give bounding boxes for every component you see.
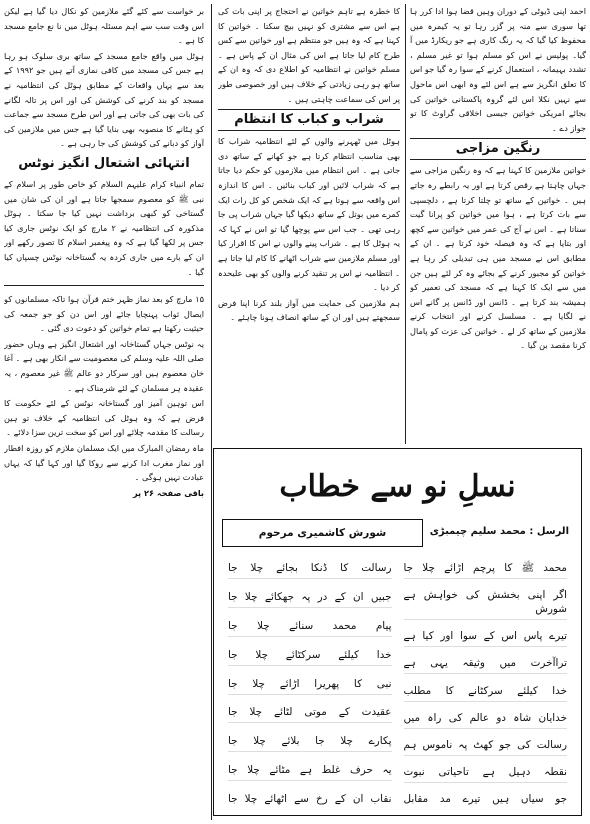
verse-line: جبیں ان کے در پہ جھکائے چلا جا <box>228 590 392 608</box>
article-paragraph: ۱۵ مارچ کو بعد نماز ظہر ختم قرآن ہوا تاکہ مسلمانوں کو ایصال ثواب پہنچایا جائے اور اس دن کو جو جمعہ کی حیثیت رکھتا ہے تمام خواتین کو دعوت دی گئی ۔ <box>4 294 204 334</box>
verse-line: یہ حرف غلط ہے مٹائے چلا جا <box>228 763 392 781</box>
poem-title: نسلِ نو سے خطاب <box>279 469 516 504</box>
poem-byline <box>222 519 573 547</box>
verse-line: پیام محمد سنائے چلا جا <box>228 619 392 637</box>
article-paragraph: یہ نوٹس جہاں گستاخانہ اور اشتعال انگیز ہے وہاں حضور صلی اللہ علیہ وسلم کی معصومیت سے انکار بھی ہے ۔ آغا خان معصوم ہیں اور سرکار دو عالم ﷺ غیر معصوم ، یہ عقیدہ ہر مسلمان کے لئے شرمناک ہے ۔ <box>4 338 204 393</box>
verse-line: نقطہ دہیل ہے تاحیاتی نبوت <box>404 765 568 783</box>
verse-line: نقاب ان کے رخ سے اٹھائے چلا جا <box>228 793 392 805</box>
poem-verses <box>222 561 573 809</box>
verse-line: عقیدت کے موتی لٹائے چلا جا <box>228 705 392 723</box>
verse-column-left <box>222 561 398 809</box>
article-paragraph: تمام انبیاء کرام علیہم السلام کو خاص طور پر اسلام کے نبی ﷺ کو معصوم سمجھا جاتا ہے اور ان کی شان میں گستاخی کو کبھی برداشت نہیں کیا جا سکتا ۔ ہوٹل مذکورہ کی انتظامیہ نے ۲ مارچ کو ایک نوٹس جاری کیا جس پر لکھا گیا ہے کہ وہ پیغمبر اسلام کا تصور رکھے اور ان کے بارے میں جاری کردہ یہ گستاخانہ نوٹس چسپاں کیا گیا ۔ <box>4 178 204 277</box>
article-paragraph: ہوٹل میں ٹھہرنے والوں کے لئے انتظامیہ شراب کا بھی مناسب انتظام کرتا ہے جو کھانے کے ساتھ دی جاتی ہے ۔ اس انتظام میں ملازموں کو حکم دیا جاتا ہے کہ شراب لائیں اور کباب بنائیں ۔ اس کا اندازہ اس واقعہ سے ہوتا ہے کہ ایک شخص کو کل رات ایک کمرے میں بوتل کے ساتھ دیکھا گیا جہاں شراب پی جا رہی تھی ۔ جب اس سے پوچھا گیا تو اس نے کہا کہ یہ ہوٹل کا ہے ۔ شراب پینے والوں نے اس کا اقرار کیا اور مسلم ملازمین سے شراب اٹھانے کا کام لیا جاتا ہے ۔ انتظامیہ نے اس پر تنقید کرنے والوں کو بھی علیحدہ کر دیا ۔ <box>218 136 400 293</box>
section-heading: رنگین مزاجی <box>410 138 586 160</box>
sender-label: الرسل <box>536 526 569 537</box>
column-right <box>410 4 586 444</box>
verse-line: خدا کیلئے سرکٹانے کا مطلب <box>404 684 568 702</box>
verse-column-right <box>398 561 574 809</box>
verse-line: تیرے پاس اس کے سوا اور کیا ہے <box>404 629 568 647</box>
column-middle <box>218 4 400 444</box>
column-divider <box>405 4 406 444</box>
verse-line: خدا کیلئے سرکٹائے چلا جا <box>228 648 392 666</box>
sender-line: الرسل : محمد سلیم چیمبڑی <box>429 526 569 537</box>
poem-box <box>213 448 582 816</box>
article-paragraph: ہم ملازمین کی حمایت میں آواز بلند کرنا اپنا فرض سمجھتے ہیں اور ان کے ساتھ انصاف ہونا چاہئے ۔ <box>218 297 400 323</box>
article-paragraph: اس توہین آمیز اور گستاخانہ نوٹس کے لئے حکومت کا فرض ہے کہ وہ ہوٹل کی انتظامیہ کے خلاف تو ہین رسالت کا مقدمہ چلائے اور اس کو سخت ترین سزا دلائے ۔ <box>4 398 204 438</box>
verse-line: رسالت کا ڈنکا بجائے چلا جا <box>228 561 392 579</box>
verse-line: خدایان شاہ دو عالم کی راہ میں <box>404 711 568 729</box>
verse-line: جو سیاں ہیں تیرے مد مقابل <box>403 793 567 805</box>
continued-note: باقی صفحہ ۲۶ پر <box>132 487 204 498</box>
article-paragraph: کا خطرہ ہے تاہم خواتین نے احتجاج پر اپنی بات کی ہے اس سے مشتری کو نہیں بیچ سکتا ۔ خواتین کا کہنا ہے کہ وہ ہیں جو منتظم ہے اور خواتین سے کس طرح کام لیا جاتا ہے اس کی مثال ان کے پاس ہے ۔ مسلم خواتین نے انتظامیہ کو اطلاع دی کہ وہ ان کے ساتھ ہو رہی زیادتی کے خلاف ہیں اور خصوصی طور پر اس کی سماعت چاہتی ہیں ۔ <box>218 6 400 104</box>
newspaper-page <box>4 4 586 820</box>
verse-line: نبی کا پھریرا اڑائے چلا جا <box>228 677 392 695</box>
verse-line: پکارے چلا جا بلائے چلا جا <box>228 734 392 752</box>
section-heading: شراب و کباب کا انتظام <box>218 109 400 131</box>
verse-line: تراآخرت میں وثیقہ یہی ہے <box>404 656 568 674</box>
article-paragraph: ماہ رمضان المبارک میں ایک مسلمان ملازم کو روزہ افطار اور نماز مغرب ادا کرنے سے روکا گیا اور کہا گیا کہ یہاں عبادت نہیں ہوگی ۔ <box>4 443 204 483</box>
article-paragraph: احمد اپنی ڈیوٹی کے دوران وہیں قضا ہوا ادا کرر ہا تھا سوری سے منہ پر گزر رہا تو یہ کیمرہ میں محفوظ کیا گیا کہ یہ رنگ کاری ہے جو ریکارڈ میں آ گیا۔ پولیس نے اس کو مسلم ہوا تو غیر مسلم ، تشدد بہیمانہ ، استعمال کرنے کے سوا رہ گیا جو اس کا تعلق انگریز سے ہے اس لئے وہ ابھی اس ماحول سے نہیں نکلا اس لئے گروہ پاکستانی خواتین کی بجائے امریکی خواتین جیسی اخلاقی گراوٹ کا تو جواز دے ۔ <box>410 6 586 133</box>
column-left <box>4 4 204 820</box>
article-paragraph: بر خواست سے کئے گئے ملازمین کو نکال دیا گیا ہے لیکن اس وقت سب سے اہم مسئلہ ہوٹل میں نا نع جامع مسجد کا ہے ۔ <box>4 6 204 46</box>
section-divider <box>4 285 204 286</box>
poet-name: شورش کاشمیری مرحوم <box>222 519 423 547</box>
verse-line: اگر اپنی بخشش کی خواہش ہے شورش <box>404 588 568 620</box>
sender-name: محمد سلیم چیمبڑی <box>429 526 526 537</box>
verse-line: محمد ﷺ کا پرچم اڑائے چلا جا <box>404 561 568 579</box>
section-heading: انتہائی اشتعال انگیز نوٹس <box>18 155 190 171</box>
article-paragraph: ہوٹل میں واقع جامع مسجد کے ساتھ بری سلوک ہو رہا ہے جس کی مسجد میں کافی نمازی آتے ہیں جو ۱۹۹۲ کے بعد سے یہاں واقعات کے مطابق ہوٹل کی انتظامیہ نے مسجد کو بند کرنے کی کوشش کی اور اس پر تالہ لگانے کی بات بھی کی جاتی ہے اور اس طرح مسجد سے جماعت کو ہٹانے کا منصوبہ بھی بنایا گیا ہے جس میں ملازمین کی آواز کو دبانے کی کوشش کی جا رہی ہے ۔ <box>4 50 204 149</box>
article-paragraph: خواتین ملازمین کا کہنا ہے کہ وہ رنگین مزاجی سے جہاں چاہتا ہے رقص کرتا ہے اور یہ رابطے رہ جاتے ہیں ۔ خواتین کے ساتھ تو چلتا کرتا ہے ، دلچسپی سے بات کرتا ہے ، ہوا میں خواتین کو پرانا گیت سناتا ہے ۔ اس نے آج کی عمر میں خواتین سے کچھ اور بتایا ہے کہ وہ فیصلہ خود کرتا ہے ۔ ان کے مطابق اس نے مسجد میں ہی تبدیلی کر رہا ہے خواتین کو مجبور کرنے کے بجائے وہ کر لئے ہیں جن میں سے ایک کا کہنا ہے کہ مسجد کی تعمیر کو ہمیشہ بند کرتا ہے ۔ ڈانس اور ڈانس پر گانے اس نے لگایا ہے ۔ مسلسل کرنے اور انتخاب کرنے ملازمین کے ساتھ کر لے ۔ خواتین کی عزت کو پامال کرنا مقصد بن گیا ۔ <box>410 165 586 351</box>
column-divider <box>211 4 212 820</box>
verse-line: رسالت کی جو کھٹ پہ ناموس ہم <box>404 738 568 756</box>
